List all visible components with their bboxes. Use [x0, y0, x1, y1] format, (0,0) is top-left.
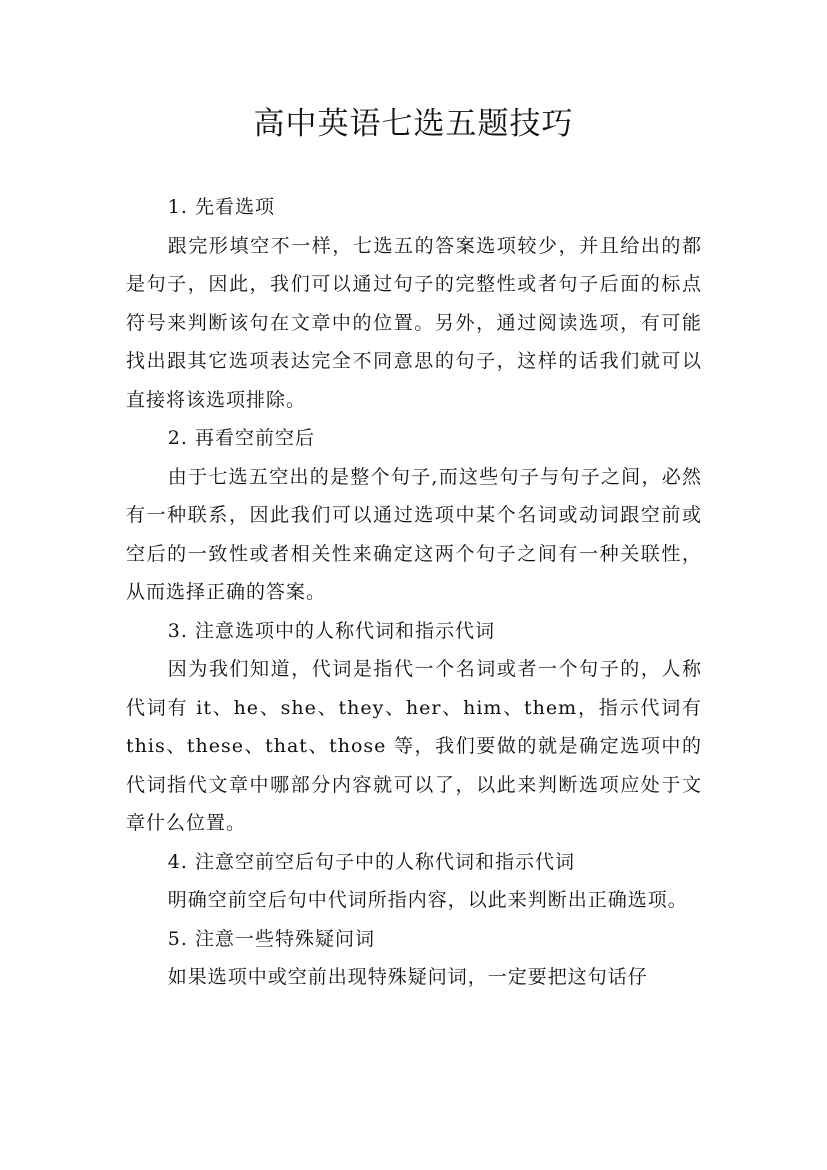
section-paragraph: 如果选项中或空前出现特殊疑问词，一定要把这句话仔	[167, 966, 648, 988]
page-title: 高中英语七选五题技巧	[253, 106, 574, 142]
section-heading: 1. 先看选项	[167, 196, 275, 218]
section-paragraph: 明确空前空后句中代词所指内容，以此来判断出正确选项。	[167, 889, 688, 911]
section-paragraph: 由于七选五空出的是整个句子,而这些句子与句子之间，必然有一种联系，因此我们可以通过选项中某个名词或动词跟空前或空后的一致性或者相关性来确定这两个句子之间有一种关联性，从而选择正确的答案。	[126, 465, 702, 603]
section-heading: 3. 注意选项中的人称代词和指示代词	[167, 619, 495, 642]
section-paragraph: 因为我们知道，代词是指代一个名词或者一个句子的，人称代词有 it、he、she、they、her、him、them，指示代词有 this、these、that、those 等，我们要做的就是确定选项中的代词指代文章中哪部分内容就可以了，以此来判断选项应处于文章什么位置。	[126, 658, 702, 834]
section-heading: 5. 注意一些特殊疑问词	[167, 927, 375, 950]
section-heading: 2. 再看空前空后	[167, 427, 315, 449]
document-body	[126, 188, 702, 997]
section-heading: 4. 注意空前空后句子中的人称代词和指示代词	[167, 850, 575, 873]
section-paragraph: 跟完形填空不一样，七选五的答案选项较少，并且给出的都是句子，因此，我们可以通过句子的完整性或者句子后面的标点符号来判断该句在文章中的位置。另外，通过阅读选项，有可能找出跟其它选项表达完全不同意思的句子，这样的话我们就可以直接将该选项排除。	[126, 234, 702, 411]
